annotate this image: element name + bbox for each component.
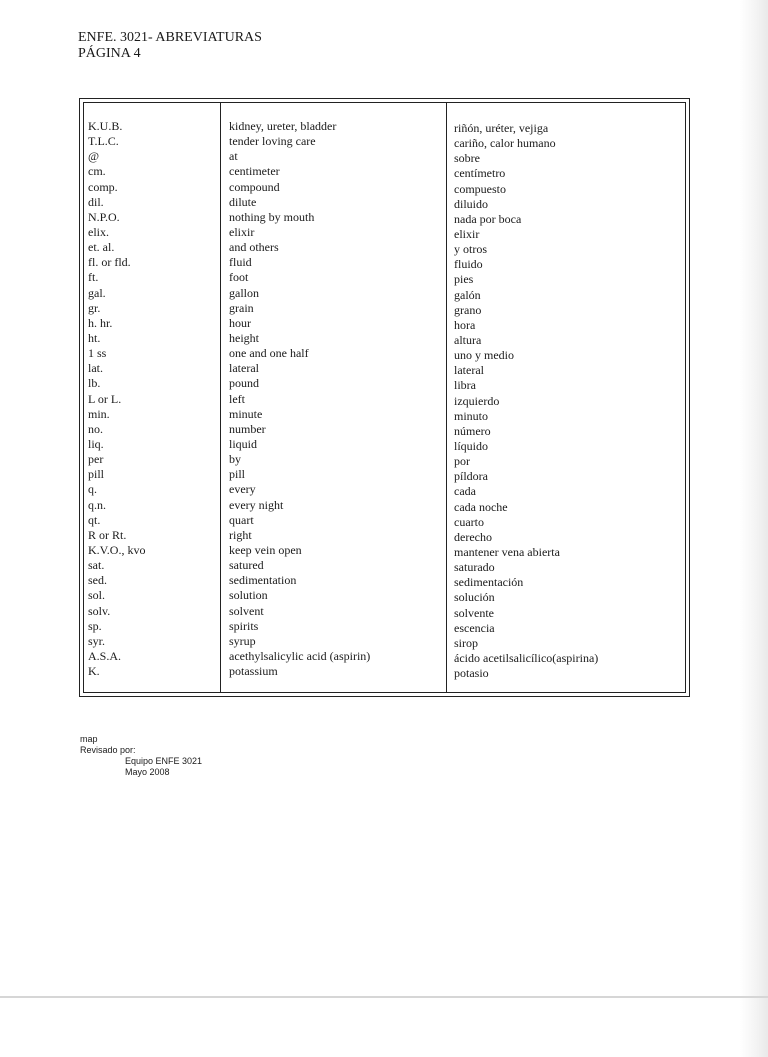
table-row	[84, 149, 685, 164]
english-cell: centimeter	[229, 164, 280, 179]
spanish-cell: derecho	[454, 529, 492, 544]
abbreviation-cell: qt.	[88, 512, 101, 527]
table-inner-border	[83, 102, 686, 693]
english-cell: hour	[229, 315, 251, 330]
english-cell: solvent	[229, 603, 264, 618]
abbreviation-cell: K.	[88, 664, 100, 679]
abbreviation-cell: gal.	[88, 285, 106, 300]
spanish-cell: cada noche	[454, 499, 508, 514]
abbreviation-cell: syr.	[88, 633, 106, 648]
spanish-cell: diluido	[454, 196, 489, 211]
table-rows	[84, 119, 685, 679]
table-row	[84, 361, 685, 376]
course-title: ENFE. 3021- ABREVIATURAS	[78, 30, 262, 45]
spanish-cell: solvente	[454, 605, 494, 620]
english-cell: potassium	[229, 664, 278, 679]
spanish-cell: compuesto	[454, 181, 506, 196]
spanish-cell: hora	[454, 317, 476, 332]
english-cell: dilute	[229, 194, 257, 209]
table-row	[84, 467, 685, 482]
table-row	[84, 240, 685, 255]
table-row	[84, 558, 685, 573]
spanish-cell: libra	[454, 378, 476, 393]
table-row	[84, 286, 685, 301]
abbreviation-cell: sed.	[88, 573, 107, 588]
table-row	[84, 225, 685, 240]
english-cell: right	[229, 527, 252, 542]
abbreviation-cell: K.V.O., kvo	[88, 542, 146, 557]
table-row	[84, 392, 685, 407]
table-row	[84, 649, 685, 664]
english-cell: lateral	[229, 361, 259, 376]
abbreviation-cell: solv.	[88, 603, 111, 618]
english-cell: at	[229, 149, 238, 164]
reviewed-by-label: Revisado por:	[80, 745, 136, 755]
table-row	[84, 498, 685, 513]
table-row	[84, 619, 685, 634]
abbreviation-cell: pill	[88, 467, 105, 482]
english-cell: grain	[229, 300, 254, 315]
table-row	[84, 195, 685, 210]
spanish-cell: nada por boca	[454, 211, 522, 226]
document-footer	[80, 734, 202, 778]
spanish-cell: saturado	[454, 560, 495, 575]
english-cell: keep vein open	[229, 542, 302, 557]
table-row	[84, 316, 685, 331]
scan-page-edge	[740, 0, 768, 1057]
table-row	[84, 407, 685, 422]
table-row	[84, 164, 685, 179]
abbreviation-cell: h. hr.	[88, 315, 113, 330]
abbreviation-cell: sat.	[88, 558, 105, 573]
table-row	[84, 482, 685, 497]
table-row	[84, 452, 685, 467]
review-date: Mayo 2008	[125, 767, 170, 777]
abbreviation-cell: sol.	[88, 588, 106, 603]
table-row	[84, 331, 685, 346]
document-header	[78, 30, 262, 62]
table-row	[84, 528, 685, 543]
abbreviation-cell: et. al.	[88, 240, 115, 255]
spanish-cell: cariño, calor humano	[454, 136, 556, 151]
spanish-cell: líquido	[454, 438, 489, 453]
english-cell: by	[229, 452, 241, 467]
abbreviation-cell: K.U.B.	[88, 119, 123, 133]
english-cell: pill	[229, 467, 246, 482]
english-cell: nothing by mouth	[229, 209, 315, 224]
abbreviation-cell: sp.	[88, 618, 102, 633]
spanish-cell: potasio	[454, 666, 489, 681]
table-row	[84, 604, 685, 619]
abbreviation-cell: liq.	[88, 436, 104, 451]
english-cell: foot	[229, 270, 249, 285]
english-cell: one and one half	[229, 346, 309, 361]
spanish-cell: ácido acetilsalicílico(aspirina)	[454, 650, 599, 665]
spanish-cell: galón	[454, 287, 481, 302]
abbreviation-cell: ft.	[88, 270, 99, 285]
spanish-cell: sirop	[454, 635, 478, 650]
spanish-cell: escencia	[454, 620, 495, 635]
english-cell: pound	[229, 376, 259, 391]
spanish-cell: uno y medio	[454, 348, 514, 363]
abbreviation-cell: R or Rt.	[88, 527, 127, 542]
english-cell: compound	[229, 179, 280, 194]
abbreviation-cell: gr.	[88, 300, 101, 315]
spanish-cell: sedimentación	[454, 575, 524, 590]
abbreviation-cell: comp.	[88, 179, 118, 194]
spanish-cell: píldora	[454, 469, 488, 484]
spanish-cell: lateral	[454, 363, 484, 378]
table-row	[84, 437, 685, 452]
spanish-cell: centímetro	[454, 166, 506, 181]
english-cell: quart	[229, 512, 254, 527]
spanish-cell: solución	[454, 590, 495, 605]
table-row	[84, 210, 685, 225]
table-row	[84, 270, 685, 285]
english-cell: solution	[229, 588, 268, 603]
spanish-cell: pies	[454, 272, 474, 287]
english-cell: kidney, ureter, bladder	[229, 119, 337, 133]
abbreviation-cell: 1 ss	[88, 346, 107, 361]
english-cell: height	[229, 330, 259, 345]
english-cell: sedimentation	[229, 573, 297, 588]
table-row	[84, 543, 685, 558]
table-row	[84, 119, 685, 134]
abbreviation-cell: @	[88, 149, 100, 164]
english-cell: elixir	[229, 224, 255, 239]
table-row	[84, 422, 685, 437]
spanish-cell: fluido	[454, 257, 483, 272]
abbreviation-cell: per	[88, 452, 104, 467]
abbreviation-cell: ht.	[88, 330, 101, 345]
english-cell: every night	[229, 497, 284, 512]
english-cell: every	[229, 482, 256, 497]
english-cell: tender loving care	[229, 134, 316, 149]
abbreviation-cell: q.	[88, 482, 97, 497]
table-row	[84, 180, 685, 195]
table-row	[84, 664, 685, 679]
abbreviation-cell: N.P.O.	[88, 209, 120, 224]
scan-bottom-edge	[0, 996, 768, 998]
english-cell: number	[229, 421, 266, 436]
table-row	[84, 376, 685, 391]
table-row	[84, 634, 685, 649]
abbreviation-cell: elix.	[88, 224, 109, 239]
english-cell: gallon	[229, 285, 259, 300]
abbreviations-table	[79, 98, 690, 697]
abbreviation-cell: min.	[88, 406, 110, 421]
spanish-cell: sobre	[454, 151, 480, 166]
spanish-cell: número	[454, 423, 491, 438]
english-cell: left	[229, 391, 245, 406]
footer-initials: map	[80, 734, 98, 744]
english-cell: syrup	[229, 633, 256, 648]
spanish-cell: altura	[454, 332, 482, 347]
english-cell: and others	[229, 240, 279, 255]
abbreviation-cell: dil.	[88, 194, 104, 209]
table-row	[84, 588, 685, 603]
table-row	[84, 513, 685, 528]
abbreviation-cell: fl. or fld.	[88, 255, 131, 270]
english-cell: fluid	[229, 255, 252, 270]
abbreviation-cell: q.n.	[88, 497, 106, 512]
english-cell: satured	[229, 558, 264, 573]
table-row	[84, 573, 685, 588]
english-cell: acethylsalicylic acid (aspirin)	[229, 648, 371, 663]
table-row	[84, 301, 685, 316]
english-cell: liquid	[229, 436, 258, 451]
abbreviation-cell: A.S.A.	[88, 648, 122, 663]
spanish-cell: minuto	[454, 408, 489, 423]
spanish-cell: riñón, uréter, vejiga	[454, 121, 549, 135]
review-team: Equipo ENFE 3021	[125, 756, 203, 766]
table-row	[84, 134, 685, 149]
spanish-cell: cuarto	[454, 514, 484, 529]
table-row	[84, 255, 685, 270]
spanish-cell: elixir	[454, 226, 480, 241]
english-cell: spirits	[229, 618, 259, 633]
page-number: PÁGINA 4	[78, 46, 141, 61]
abbreviation-cell: lb.	[88, 376, 101, 391]
abbreviation-cell: T.L.C.	[88, 134, 119, 149]
english-cell: minute	[229, 406, 263, 421]
abbreviation-cell: cm.	[88, 164, 106, 179]
table-row	[84, 346, 685, 361]
spanish-cell: grano	[454, 302, 482, 317]
spanish-cell: por	[454, 454, 470, 469]
abbreviation-cell: no.	[88, 421, 103, 436]
spanish-cell: cada	[454, 484, 476, 499]
abbreviation-cell: lat.	[88, 361, 103, 376]
spanish-cell: izquierdo	[454, 393, 500, 408]
spanish-cell: mantener vena abierta	[454, 544, 560, 559]
spanish-cell: y otros	[454, 242, 487, 257]
abbreviation-cell: L or L.	[88, 391, 122, 406]
